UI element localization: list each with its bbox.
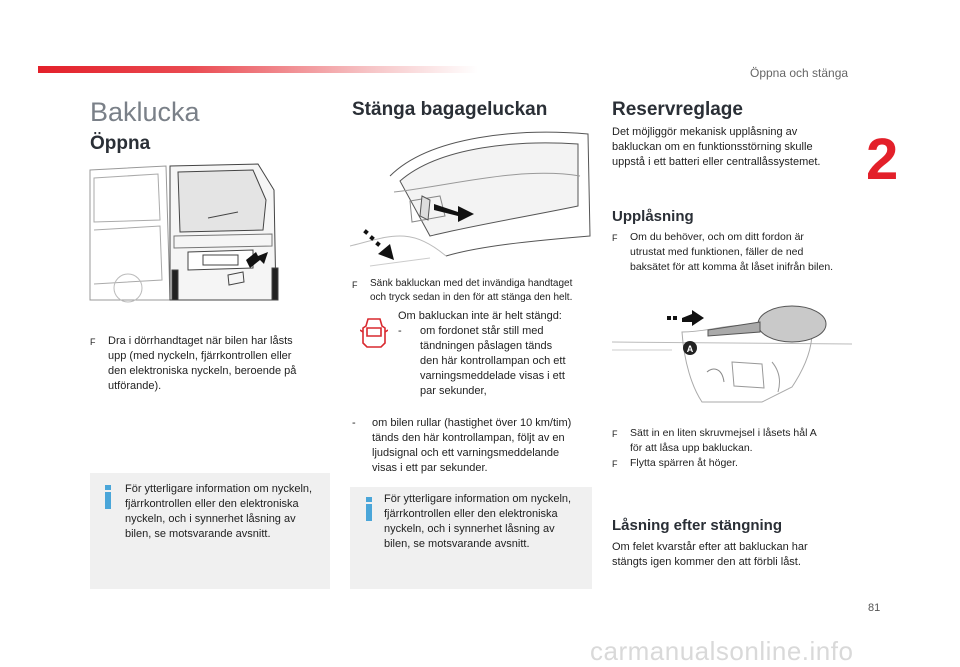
text-line: tändningen påslagen tänds <box>420 340 553 352</box>
text-line: för att låsa upp bakluckan. <box>630 442 753 454</box>
text-line: Sänk bakluckan med det invändiga handtaget <box>370 278 573 289</box>
info-text <box>384 492 589 552</box>
text-line: om fordonet står still med <box>420 325 544 337</box>
bullet-marker: F <box>352 280 358 290</box>
text-line: par sekunder, <box>420 385 487 397</box>
section-heading-lock: Låsning efter stängning <box>612 517 783 534</box>
info-text <box>125 482 325 542</box>
open-tailgate-warning-icon <box>360 316 388 350</box>
text-line: upp (med nyckeln, fjärrkontrollen eller <box>108 350 292 362</box>
text-line: den elektroniska nyckeln, beroende på <box>108 365 297 377</box>
dash-marker: - <box>398 325 402 337</box>
header-accent-bar <box>38 66 478 73</box>
text-line: den här kontrollampan och ett <box>420 355 566 367</box>
text-line: För ytterligare information om nyckeln, <box>384 493 572 505</box>
text-line: Det möjliggör mekanisk upplåsning av <box>612 126 798 138</box>
lock-mechanism-illustration <box>612 292 858 408</box>
section-heading-close: Stänga bagageluckan <box>352 99 548 120</box>
warning-intro: Om bakluckan inte är helt stängd: <box>398 310 562 322</box>
text-line: nyckeln, och i synnerhet låsning av <box>125 513 296 525</box>
lock-text <box>612 540 852 570</box>
section-heading-backup: Reservreglage <box>612 99 743 120</box>
text-line: utrustat med funktionen, fäller de ned <box>630 246 804 258</box>
text-line: Sätt in en liten skruvmejsel i låsets hål A <box>630 427 817 439</box>
text-line: bilen, se motsvarande avsnitt. <box>125 528 271 540</box>
unlock-bullet <box>612 230 857 275</box>
text-line: varningsmeddelade visas i ett <box>420 370 565 382</box>
text-line: fjärrkontrollen eller den elektroniska <box>125 498 299 510</box>
text-line: Flytta spärren åt höger. <box>630 457 738 469</box>
text-line: baksätet för att komma åt låset inifrån bilen. <box>630 261 834 273</box>
info-icon <box>104 485 112 509</box>
text-line: Om felet kvarstår efter att bakluckan har <box>612 541 808 553</box>
chapter-title: Öppna och stänga <box>750 66 849 80</box>
watermark: carmanualsonline.info <box>590 636 854 666</box>
bullet-marker: F <box>612 459 618 469</box>
text-line: Om du behöver, och om ditt fordon är <box>630 231 804 243</box>
text-line: stängts igen kommer den att förbli låst. <box>612 556 801 568</box>
info-box-left <box>90 473 330 589</box>
unlock-steps <box>612 426 857 472</box>
text-line: fjärrkontrollen eller den elektroniska <box>384 508 558 520</box>
page-number: 81 <box>868 602 881 614</box>
text-line: och tryck sedan in den för att stänga den helt. <box>370 292 573 303</box>
warning-block <box>398 309 588 399</box>
text-line: utförande). <box>108 380 162 392</box>
text-line: uppstå i ett batteri eller centrallåssystemet. <box>612 156 821 168</box>
text-line: tänds den här kontrollampan, följt av en <box>372 432 565 444</box>
section-heading-open: Öppna <box>90 133 151 154</box>
text-line: om bilen rullar (hastighet över 10 km/tim) <box>372 417 572 429</box>
backup-intro <box>612 125 852 170</box>
tailgate-interior-illustration <box>350 126 594 272</box>
van-rear-illustration <box>88 160 280 312</box>
dash-marker: - <box>352 417 356 429</box>
text-line: visas i ett par sekunder. <box>372 462 488 474</box>
text-line: ljudsignal och ett varningsmeddelande <box>372 447 560 459</box>
text-line: nyckeln, och i synnerhet låsning av <box>384 523 555 535</box>
text-line: Dra i dörrhandtaget när bilen har låsts <box>108 335 293 347</box>
callout-label-a: A <box>686 344 694 354</box>
bullet-marker: F <box>612 233 618 243</box>
text-line: bakluckan om en funktionsstörning skulle <box>612 141 813 153</box>
close-bullet <box>352 277 592 305</box>
bullet-marker: F <box>90 337 96 347</box>
info-icon <box>365 497 373 521</box>
warning-item-moving <box>352 416 592 476</box>
text-line: För ytterligare information om nyckeln, <box>125 483 313 495</box>
info-box-middle <box>350 487 592 589</box>
section-heading-unlock: Upplåsning <box>612 208 694 225</box>
bullet-marker: F <box>612 429 618 439</box>
page-title: Baklucka <box>90 97 200 127</box>
text-line: bilen, se motsvarande avsnitt. <box>384 538 530 550</box>
open-bullet <box>90 334 325 394</box>
chapter-number: 2 <box>866 127 899 192</box>
